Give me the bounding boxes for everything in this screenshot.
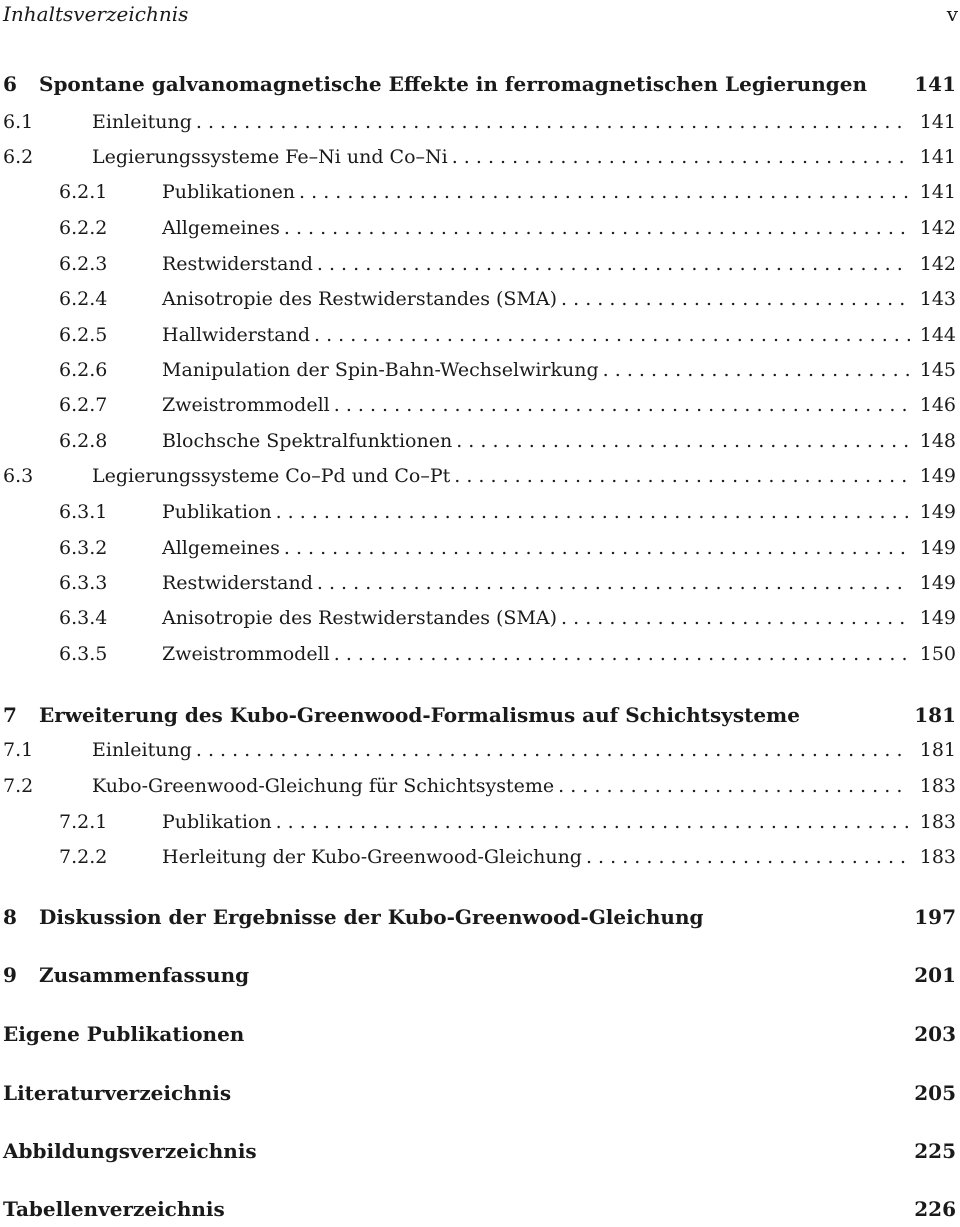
dot-leader bbox=[558, 775, 910, 797]
toc-subsection-6-3-5[interactable] bbox=[0, 643, 956, 673]
toc-chapter-9[interactable] bbox=[0, 963, 956, 993]
toc-page: 183 bbox=[919, 775, 956, 797]
toc-page: 203 bbox=[914, 1022, 956, 1046]
toc-page: 149 bbox=[919, 607, 956, 629]
toc-page: 149 bbox=[919, 537, 956, 559]
toc-subsection-6-2-1[interactable] bbox=[0, 181, 956, 211]
toc-title: Literaturverzeichnis bbox=[3, 1081, 232, 1105]
toc-title: Restwiderstand bbox=[162, 572, 313, 594]
toc-number: 6.3.3 bbox=[59, 572, 108, 594]
toc-page: 205 bbox=[914, 1081, 956, 1105]
toc-section-7-2[interactable] bbox=[0, 775, 956, 805]
toc-number: 6.2.6 bbox=[59, 359, 108, 381]
toc-subsection-6-3-2[interactable] bbox=[0, 537, 956, 567]
dot-leader bbox=[284, 537, 910, 559]
toc-page: 225 bbox=[914, 1139, 956, 1163]
toc-subsection-7-2-1[interactable] bbox=[0, 811, 956, 841]
toc-number: 6.3.5 bbox=[59, 643, 108, 665]
toc-title: Einleitung bbox=[92, 739, 192, 761]
toc-page: 149 bbox=[919, 501, 956, 523]
toc-number: 7.2.2 bbox=[59, 846, 108, 868]
toc-title: Eigene Publikationen bbox=[3, 1022, 245, 1046]
toc-page: 141 bbox=[919, 111, 956, 133]
toc-title: Zusammenfassung bbox=[39, 963, 250, 987]
toc-number: 6.2 bbox=[3, 146, 34, 168]
dot-leader bbox=[317, 572, 910, 594]
toc-title: Anisotropie des Restwiderstandes (SMA) bbox=[162, 288, 558, 310]
running-header bbox=[0, 0, 960, 30]
toc-page: 183 bbox=[919, 846, 956, 868]
toc-page: 141 bbox=[919, 181, 956, 203]
toc-number: 7.1 bbox=[3, 739, 34, 761]
dot-leader bbox=[456, 430, 910, 452]
toc-subsection-6-2-8[interactable] bbox=[0, 430, 956, 460]
toc-title: Allgemeines bbox=[162, 217, 280, 239]
toc-page: 226 bbox=[914, 1197, 956, 1221]
toc-number: 6.2.3 bbox=[59, 253, 108, 275]
toc-page: 181 bbox=[914, 703, 956, 727]
header-title: Inhaltsverzeichnis bbox=[3, 2, 189, 26]
dot-leader bbox=[196, 111, 910, 133]
toc-number: 6.2.7 bbox=[59, 394, 108, 416]
toc-page: 143 bbox=[919, 288, 956, 310]
toc-number: 6.2.1 bbox=[59, 181, 108, 203]
dot-leader bbox=[317, 253, 910, 275]
toc-chapter-6[interactable] bbox=[0, 72, 956, 102]
toc-number: 6.2.5 bbox=[59, 324, 108, 346]
dot-leader bbox=[196, 739, 910, 761]
toc-page: 146 bbox=[919, 394, 956, 416]
toc-section-6-3[interactable] bbox=[0, 465, 956, 495]
toc-number: 6 bbox=[3, 72, 17, 96]
toc-abbildungsverzeichnis[interactable] bbox=[0, 1139, 956, 1169]
toc-subsection-6-2-3[interactable] bbox=[0, 253, 956, 283]
toc-number: 6.2.8 bbox=[59, 430, 108, 452]
toc-title: Abbildungsverzeichnis bbox=[3, 1139, 257, 1163]
dot-leader bbox=[454, 465, 910, 487]
toc-number: 7.2 bbox=[3, 775, 34, 797]
dot-leader bbox=[314, 324, 910, 346]
toc-title: Hallwiderstand bbox=[162, 324, 310, 346]
toc-title: Einleitung bbox=[92, 111, 192, 133]
toc-title: Legierungssysteme Fe–Ni und Co–Ni bbox=[92, 146, 448, 168]
toc-title: Erweiterung des Kubo-Greenwood-Formalismus auf Schichtsysteme bbox=[39, 703, 800, 727]
toc-page: 197 bbox=[914, 905, 956, 929]
toc-page: 201 bbox=[914, 963, 956, 987]
dot-leader bbox=[586, 846, 910, 868]
toc-subsection-6-2-4[interactable] bbox=[0, 288, 956, 318]
toc-number: 6.2.4 bbox=[59, 288, 108, 310]
toc-title: Diskussion der Ergebnisse der Kubo-Greenwood-Gleichung bbox=[39, 905, 704, 929]
dot-leader bbox=[452, 146, 910, 168]
toc-page: 149 bbox=[919, 465, 956, 487]
toc-subsection-6-3-4[interactable] bbox=[0, 607, 956, 637]
toc-title: Zweistrommodell bbox=[162, 394, 330, 416]
dot-leader bbox=[561, 607, 910, 629]
toc-page: 148 bbox=[919, 430, 956, 452]
dot-leader bbox=[561, 288, 910, 310]
toc-subsection-6-2-2[interactable] bbox=[0, 217, 956, 247]
toc-title: Anisotropie des Restwiderstandes (SMA) bbox=[162, 607, 558, 629]
dot-leader bbox=[276, 811, 910, 833]
toc-title: Kubo-Greenwood-Gleichung für Schichtsysteme bbox=[92, 775, 555, 797]
toc-page: 142 bbox=[919, 217, 956, 239]
toc-title: Publikation bbox=[162, 501, 272, 523]
toc-number: 6.1 bbox=[3, 111, 34, 133]
toc-subsection-6-2-6[interactable] bbox=[0, 359, 956, 389]
toc-subsection-6-2-5[interactable] bbox=[0, 324, 956, 354]
toc-title: Restwiderstand bbox=[162, 253, 313, 275]
dot-leader bbox=[276, 501, 910, 523]
toc-section-6-1[interactable] bbox=[0, 111, 956, 141]
toc-title: Blochsche Spektralfunktionen bbox=[162, 430, 453, 452]
header-page-number: v bbox=[946, 2, 958, 26]
toc-page: 181 bbox=[919, 739, 956, 761]
dot-leader bbox=[334, 643, 910, 665]
toc-title: Publikationen bbox=[162, 181, 296, 203]
toc-section-7-1[interactable] bbox=[0, 739, 956, 769]
toc-title: Herleitung der Kubo-Greenwood-Gleichung bbox=[162, 846, 582, 868]
toc-title: Legierungssysteme Co–Pd und Co–Pt bbox=[92, 465, 451, 487]
toc-number: 6.3 bbox=[3, 465, 34, 487]
toc-subsection-6-3-1[interactable] bbox=[0, 501, 956, 531]
toc-title: Allgemeines bbox=[162, 537, 280, 559]
toc-page: 149 bbox=[919, 572, 956, 594]
toc-number: 7 bbox=[3, 703, 17, 727]
toc-section-6-2[interactable] bbox=[0, 146, 956, 176]
dot-leader bbox=[334, 394, 910, 416]
toc-subsection-6-3-3[interactable] bbox=[0, 572, 956, 602]
toc-chapter-8[interactable] bbox=[0, 905, 956, 935]
toc-subsection-7-2-2[interactable] bbox=[0, 846, 956, 876]
toc-page: 144 bbox=[919, 324, 956, 346]
toc-page: 150 bbox=[919, 643, 956, 665]
toc-page: 142 bbox=[919, 253, 956, 275]
toc-number: 9 bbox=[3, 963, 17, 987]
toc-title: Spontane galvanomagnetische Effekte in ferromagnetischen Legierungen bbox=[39, 72, 867, 96]
toc-number: 6.3.4 bbox=[59, 607, 108, 629]
toc-number: 8 bbox=[3, 905, 17, 929]
toc-page: 145 bbox=[919, 359, 956, 381]
toc-number: 6.2.2 bbox=[59, 217, 108, 239]
toc-page: 141 bbox=[914, 72, 956, 96]
toc-page: 183 bbox=[919, 811, 956, 833]
toc-title: Manipulation der Spin-Bahn-Wechselwirkung bbox=[162, 359, 599, 381]
toc-title: Zweistrommodell bbox=[162, 643, 330, 665]
toc-chapter-7[interactable] bbox=[0, 703, 956, 733]
dot-leader bbox=[299, 181, 910, 203]
toc-subsection-6-2-7[interactable] bbox=[0, 394, 956, 424]
toc-page: 141 bbox=[919, 146, 956, 168]
toc-eigene-publikationen[interactable] bbox=[0, 1022, 956, 1052]
dot-leader bbox=[284, 217, 910, 239]
toc-number: 6.3.1 bbox=[59, 501, 108, 523]
toc-literaturverzeichnis[interactable] bbox=[0, 1081, 956, 1111]
toc-title: Publikation bbox=[162, 811, 272, 833]
toc-number: 6.3.2 bbox=[59, 537, 108, 559]
dot-leader bbox=[603, 359, 910, 381]
toc-title: Tabellenverzeichnis bbox=[3, 1197, 225, 1221]
toc-number: 7.2.1 bbox=[59, 811, 108, 833]
